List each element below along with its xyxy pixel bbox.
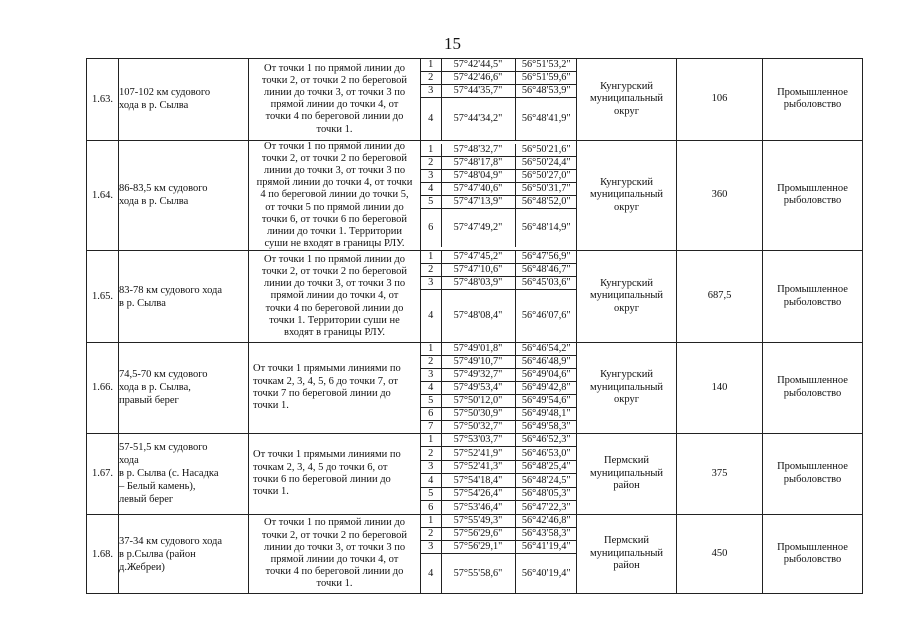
longitude: 56°51'59,6" bbox=[515, 72, 577, 85]
coordinates-table bbox=[421, 144, 577, 247]
row-number: 1.63. bbox=[87, 59, 119, 141]
point-number: 3 bbox=[421, 368, 441, 381]
row-number: 1.67. bbox=[87, 433, 119, 514]
text-line: 86-83,5 км судового bbox=[119, 183, 208, 195]
longitude: 56°48'25,4" bbox=[515, 460, 577, 474]
longitude: 56°46'52,3" bbox=[515, 434, 577, 447]
purpose-cell bbox=[763, 433, 863, 514]
text-line: точкам 2, 3, 4, 5 до точки 6, от bbox=[253, 461, 388, 473]
text-line: муниципальный bbox=[589, 290, 664, 302]
location-cell bbox=[119, 342, 249, 433]
text-line: точкам 2, 3, 4, 5, 6 до точки 7, от bbox=[253, 375, 398, 387]
area-cell: 106 bbox=[677, 59, 763, 141]
coordinates-table bbox=[421, 251, 577, 342]
text-line: входят в границы РЛУ. bbox=[284, 327, 385, 339]
text-line: Кунгурский bbox=[600, 277, 653, 289]
boundary-description bbox=[249, 433, 421, 514]
longitude: 56°45'03,6" bbox=[515, 277, 577, 290]
text-line: Пермский bbox=[604, 535, 650, 547]
text-line: д.Жебреи) bbox=[119, 561, 165, 573]
text-line: прямой линии до точки 4, от bbox=[270, 99, 399, 111]
purpose-cell bbox=[763, 59, 863, 141]
purpose-cell bbox=[763, 140, 863, 251]
table-row bbox=[87, 59, 863, 141]
text-line: округ bbox=[614, 201, 640, 213]
text-line: – Белый камень), bbox=[119, 481, 196, 493]
text-line: округ bbox=[614, 394, 640, 406]
text-line: От точки 1 по прямой линии до bbox=[264, 140, 405, 152]
area-cell: 375 bbox=[677, 433, 763, 514]
text-line: От точки 1 прямыми линиями по bbox=[253, 449, 401, 461]
coordinate-row bbox=[421, 85, 577, 98]
coordinates-table bbox=[421, 343, 577, 433]
coordinates-cell bbox=[421, 342, 577, 433]
longitude: 56°43'58,3" bbox=[515, 527, 577, 540]
area-cell: 360 bbox=[677, 140, 763, 251]
table-row bbox=[87, 514, 863, 594]
latitude: 57°49'01,8" bbox=[441, 343, 515, 356]
point-number: 2 bbox=[421, 355, 441, 368]
coordinate-row bbox=[421, 381, 577, 394]
table-row bbox=[87, 433, 863, 514]
text-line: точки 2, от точки 2 по береговой bbox=[261, 74, 408, 86]
longitude: 56°42'46,8" bbox=[515, 515, 577, 528]
text-line: 57-51,5 км судового bbox=[119, 442, 208, 454]
latitude: 57°48'04,9" bbox=[441, 170, 515, 183]
fishing-areas-table bbox=[86, 58, 863, 594]
text-line: линии до точки 3, от точки 3 по bbox=[263, 278, 406, 290]
text-line: 83-78 км судового хода bbox=[119, 284, 223, 296]
text-line: точки 1. Территории суши не bbox=[269, 314, 400, 326]
coordinate-row bbox=[421, 487, 577, 501]
coordinate-row bbox=[421, 460, 577, 474]
text-line: точки 4 по береговой линии до bbox=[265, 302, 404, 314]
longitude: 56°50'27,0" bbox=[515, 170, 577, 183]
municipality-cell bbox=[577, 59, 677, 141]
boundary-description bbox=[249, 251, 421, 343]
table-row bbox=[87, 251, 863, 343]
point-number: 5 bbox=[421, 487, 441, 501]
latitude: 57°49'32,7" bbox=[441, 368, 515, 381]
point-number: 1 bbox=[421, 515, 441, 528]
coordinates-cell bbox=[421, 251, 577, 343]
longitude: 56°50'21,6" bbox=[515, 144, 577, 157]
longitude: 56°48'41,9" bbox=[521, 112, 571, 124]
text-line: линии до точки 3, от точки 3 по bbox=[263, 541, 406, 553]
text-line: муниципальный bbox=[589, 467, 664, 479]
area-cell: 140 bbox=[677, 342, 763, 433]
point-number: 7 bbox=[421, 420, 441, 433]
municipality-cell bbox=[577, 433, 677, 514]
point-number: 3 bbox=[421, 460, 441, 474]
coordinates-cell bbox=[421, 514, 577, 594]
text-line: рыболовство bbox=[783, 473, 842, 485]
text-line: 74,5-70 км судового bbox=[119, 369, 208, 381]
text-line: точки 4 по береговой линии до bbox=[265, 111, 404, 123]
text-line: точки 6 по береговой линии до bbox=[253, 473, 391, 485]
longitude: 56°50'31,7" bbox=[515, 183, 577, 196]
point-number: 6 bbox=[421, 407, 441, 420]
latitude: 57°42'44,5" bbox=[441, 59, 515, 72]
coordinates-cell bbox=[421, 140, 577, 251]
point-number: 2 bbox=[421, 72, 441, 85]
text-line: Кунгурский bbox=[600, 80, 653, 92]
coordinate-row bbox=[421, 394, 577, 407]
purpose-cell bbox=[763, 251, 863, 343]
municipality-cell bbox=[577, 342, 677, 433]
point-number: 1 bbox=[421, 144, 441, 157]
table-row bbox=[87, 140, 863, 251]
longitude: 56°50'24,4" bbox=[515, 157, 577, 170]
coordinate-row bbox=[421, 59, 577, 72]
coordinate-row bbox=[421, 144, 577, 157]
area-cell: 450 bbox=[677, 514, 763, 594]
coordinate-row bbox=[421, 434, 577, 447]
latitude: 57°52'41,3" bbox=[441, 460, 515, 474]
longitude: 56°49'04,6" bbox=[515, 368, 577, 381]
text-line: левый берег bbox=[119, 494, 174, 506]
boundary-description bbox=[249, 342, 421, 433]
text-line: рыболовство bbox=[783, 99, 842, 111]
text-line: Кунгурский bbox=[600, 176, 653, 188]
point-number: 1 bbox=[421, 251, 441, 264]
text-line: прямой линии до точки 4, от bbox=[270, 290, 399, 302]
coordinate-row bbox=[421, 343, 577, 356]
latitude: 57°47'45,2" bbox=[441, 251, 515, 264]
text-line: правый берег bbox=[119, 395, 179, 407]
text-line: от точки 5 по прямой линии до bbox=[265, 201, 404, 213]
point-number: 3 bbox=[421, 85, 441, 98]
latitude: 57°55'49,3" bbox=[441, 515, 515, 528]
latitude: 57°47'10,6" bbox=[441, 264, 515, 277]
coordinate-row bbox=[421, 183, 577, 196]
longitude: 56°48'53,9" bbox=[515, 85, 577, 98]
point-number: 4 bbox=[421, 183, 441, 196]
text-line: 107-102 км судового bbox=[119, 87, 211, 99]
text-line: Пермский bbox=[604, 455, 650, 467]
longitude: 56°47'56,9" bbox=[515, 251, 577, 264]
location-cell bbox=[119, 251, 249, 343]
text-line: район bbox=[613, 560, 640, 572]
latitude: 57°48'17,8" bbox=[441, 157, 515, 170]
text-line: рыболовство bbox=[783, 554, 842, 566]
coordinate-row bbox=[421, 72, 577, 85]
longitude: 56°49'58,3" bbox=[521, 420, 571, 432]
text-line: точки 1. bbox=[253, 486, 289, 498]
point-number: 1 bbox=[421, 59, 441, 72]
latitude: 57°48'08,4" bbox=[441, 290, 515, 342]
text-line: Промышленное bbox=[777, 541, 848, 553]
text-line: линии до точки 1. Территории bbox=[266, 225, 403, 237]
boundary-description bbox=[249, 59, 421, 141]
text-line: район bbox=[613, 480, 640, 492]
coordinate-row bbox=[421, 170, 577, 183]
purpose-cell bbox=[763, 342, 863, 433]
point-number: 6 bbox=[421, 501, 441, 514]
longitude: 56°48'14,9" bbox=[521, 221, 571, 233]
text-line: точки 2, от точки 2 по береговой bbox=[261, 266, 408, 278]
point-number: 4 bbox=[421, 474, 441, 488]
text-line: прямой линии до точки 4, от точки bbox=[256, 177, 413, 189]
longitude: 56°46'54,2" bbox=[515, 343, 577, 356]
coordinate-row bbox=[421, 553, 577, 593]
municipality-cell bbox=[577, 514, 677, 594]
text-line: муниципальный bbox=[589, 189, 664, 201]
point-number: 3 bbox=[421, 170, 441, 183]
latitude: 57°42'46,6" bbox=[441, 72, 515, 85]
latitude: 57°47'13,9" bbox=[441, 196, 515, 209]
longitude: 56°40'19,4" bbox=[521, 567, 571, 579]
text-line: муниципальный bbox=[589, 93, 664, 104]
point-number: 2 bbox=[421, 527, 441, 540]
text-line: в р. Сылва (с. Насадка bbox=[119, 468, 219, 480]
coordinate-row bbox=[421, 527, 577, 540]
latitude: 57°56'29,6" bbox=[441, 527, 515, 540]
text-line: точки 1. bbox=[316, 578, 353, 590]
longitude: 56°46'48,9" bbox=[515, 355, 577, 368]
latitude: 57°49'10,7" bbox=[441, 355, 515, 368]
municipality-cell bbox=[577, 251, 677, 343]
text-line: суши не входят в границы РЛУ. bbox=[264, 238, 405, 250]
text-line: точки 6, от точки 6 по береговой bbox=[261, 213, 408, 225]
text-line: рыболовство bbox=[783, 195, 842, 207]
latitude: 57°50'32,7" bbox=[441, 420, 515, 433]
latitude: 57°44'34,2" bbox=[441, 98, 515, 140]
coordinate-row bbox=[421, 447, 577, 461]
coordinates-table bbox=[421, 515, 577, 594]
latitude: 57°54'18,4" bbox=[441, 474, 515, 488]
text-line: Кунгурский bbox=[600, 369, 653, 381]
point-number: 3 bbox=[421, 277, 441, 290]
text-line: рыболовство bbox=[783, 387, 842, 399]
row-number: 1.65. bbox=[87, 251, 119, 343]
latitude: 57°56'29,1" bbox=[441, 540, 515, 553]
coordinate-row bbox=[421, 196, 577, 209]
longitude: 56°48'46,7" bbox=[515, 264, 577, 277]
text-line: Промышленное bbox=[777, 182, 848, 194]
latitude: 57°49'53,4" bbox=[441, 381, 515, 394]
text-line: округ bbox=[614, 302, 640, 314]
coordinate-row bbox=[421, 251, 577, 264]
table-row bbox=[87, 342, 863, 433]
point-number: 2 bbox=[421, 447, 441, 461]
text-line: точки 1. bbox=[316, 123, 353, 135]
text-line: округ bbox=[614, 105, 640, 117]
text-line: От точки 1 по прямой линии до bbox=[264, 517, 405, 529]
text-line: точки 4 по береговой линии до bbox=[265, 566, 404, 578]
longitude: 56°51'53,2" bbox=[515, 59, 577, 72]
longitude: 56°46'53,0" bbox=[515, 447, 577, 461]
coordinate-row bbox=[421, 540, 577, 553]
text-line: От точки 1 по прямой линии до bbox=[264, 253, 405, 265]
latitude: 57°48'03,9" bbox=[441, 277, 515, 290]
location-cell bbox=[119, 433, 249, 514]
point-number: 4 bbox=[421, 290, 441, 342]
latitude: 57°53'46,4" bbox=[441, 501, 515, 514]
coordinate-row bbox=[421, 474, 577, 488]
row-number: 1.68. bbox=[87, 514, 119, 594]
text-line: хода в р. Сылва, bbox=[119, 382, 191, 394]
coordinate-row bbox=[421, 157, 577, 170]
text-line: линии до точки 3, от точки 3 по bbox=[263, 87, 406, 99]
point-number: 5 bbox=[421, 196, 441, 209]
text-line: в р.Сылва (район bbox=[119, 548, 196, 560]
text-line: точки 7 по береговой линии до bbox=[253, 387, 391, 399]
point-number: 1 bbox=[421, 343, 441, 356]
row-number: 1.64. bbox=[87, 140, 119, 251]
text-line: 4 по береговой линии до точки 5, bbox=[260, 189, 409, 201]
longitude: 56°47'22,3" bbox=[521, 501, 571, 513]
point-number: 5 bbox=[421, 394, 441, 407]
coordinate-row bbox=[421, 98, 577, 140]
coordinate-row bbox=[421, 501, 577, 514]
coordinate-row bbox=[421, 290, 577, 342]
point-number: 4 bbox=[421, 381, 441, 394]
point-number: 3 bbox=[421, 540, 441, 553]
text-line: точки 2, от точки 2 по береговой bbox=[261, 152, 408, 164]
location-cell bbox=[119, 59, 249, 141]
text-line: хода в р. Сылва bbox=[119, 196, 189, 208]
coordinates-table bbox=[421, 434, 577, 514]
page-number: 15 bbox=[444, 34, 461, 53]
latitude: 57°54'26,4" bbox=[441, 487, 515, 501]
latitude: 57°53'03,7" bbox=[441, 434, 515, 447]
latitude: 57°50'12,0" bbox=[441, 394, 515, 407]
text-line: муниципальный bbox=[589, 381, 664, 393]
coordinate-row bbox=[421, 515, 577, 528]
text-line: в р. Сылва bbox=[119, 297, 166, 309]
point-number: 2 bbox=[421, 264, 441, 277]
coordinate-row bbox=[421, 209, 577, 247]
text-line: От точки 1 прямыми линиями по bbox=[253, 363, 401, 375]
location-cell bbox=[119, 140, 249, 251]
location-cell bbox=[119, 514, 249, 594]
coordinate-row bbox=[421, 368, 577, 381]
text-line: муниципальный bbox=[589, 547, 664, 559]
text-line: прямой линии до точки 4, от bbox=[270, 554, 399, 566]
text-line: рыболовство bbox=[783, 296, 842, 308]
coordinates-table bbox=[421, 59, 577, 140]
coordinates-cell bbox=[421, 433, 577, 514]
text-line: хода bbox=[119, 455, 139, 467]
latitude: 57°48'32,7" bbox=[441, 144, 515, 157]
point-number: 4 bbox=[421, 98, 441, 140]
longitude: 56°49'42,8" bbox=[515, 381, 577, 394]
longitude: 56°48'05,3" bbox=[515, 487, 577, 501]
longitude: 56°49'48,1" bbox=[515, 407, 577, 420]
coordinates-cell bbox=[421, 59, 577, 141]
municipality-cell bbox=[577, 140, 677, 251]
longitude: 56°49'54,6" bbox=[515, 394, 577, 407]
latitude: 57°44'35,7" bbox=[441, 85, 515, 98]
coordinate-row bbox=[421, 264, 577, 277]
text-line: Промышленное bbox=[777, 375, 848, 387]
coordinate-row bbox=[421, 355, 577, 368]
purpose-cell bbox=[763, 514, 863, 594]
point-number: 4 bbox=[421, 553, 441, 593]
row-number: 1.66. bbox=[87, 342, 119, 433]
text-line: линии до точки 3, от точки 3 по bbox=[263, 164, 406, 176]
point-number: 1 bbox=[421, 434, 441, 447]
longitude: 56°46'07,6" bbox=[521, 310, 571, 322]
coordinate-row bbox=[421, 420, 577, 433]
text-line: точки 1. bbox=[253, 400, 289, 412]
latitude: 57°52'41,9" bbox=[441, 447, 515, 461]
text-line: От точки 1 по прямой линии до bbox=[264, 62, 405, 74]
latitude: 57°47'49,2" bbox=[441, 209, 515, 247]
text-line: Промышленное bbox=[777, 284, 848, 296]
boundary-description bbox=[249, 514, 421, 594]
point-number: 6 bbox=[421, 209, 441, 247]
coordinate-row bbox=[421, 407, 577, 420]
text-line: Промышленное bbox=[777, 86, 848, 98]
longitude: 56°41'19,4" bbox=[515, 540, 577, 553]
coordinate-row bbox=[421, 277, 577, 290]
area-cell: 687,5 bbox=[677, 251, 763, 343]
text-line: хода в р. Сылва bbox=[119, 100, 189, 112]
text-line: 37-34 км судового хода bbox=[119, 535, 223, 547]
text-line: точки 2, от точки 2 по береговой bbox=[261, 529, 408, 541]
latitude: 57°55'58,6" bbox=[441, 553, 515, 593]
longitude: 56°48'52,0" bbox=[515, 196, 577, 209]
text-line: Промышленное bbox=[777, 461, 848, 473]
latitude: 57°50'30,9" bbox=[441, 407, 515, 420]
longitude: 56°48'24,5" bbox=[515, 474, 577, 488]
boundary-description bbox=[249, 140, 421, 251]
point-number: 2 bbox=[421, 157, 441, 170]
latitude: 57°47'40,6" bbox=[441, 183, 515, 196]
